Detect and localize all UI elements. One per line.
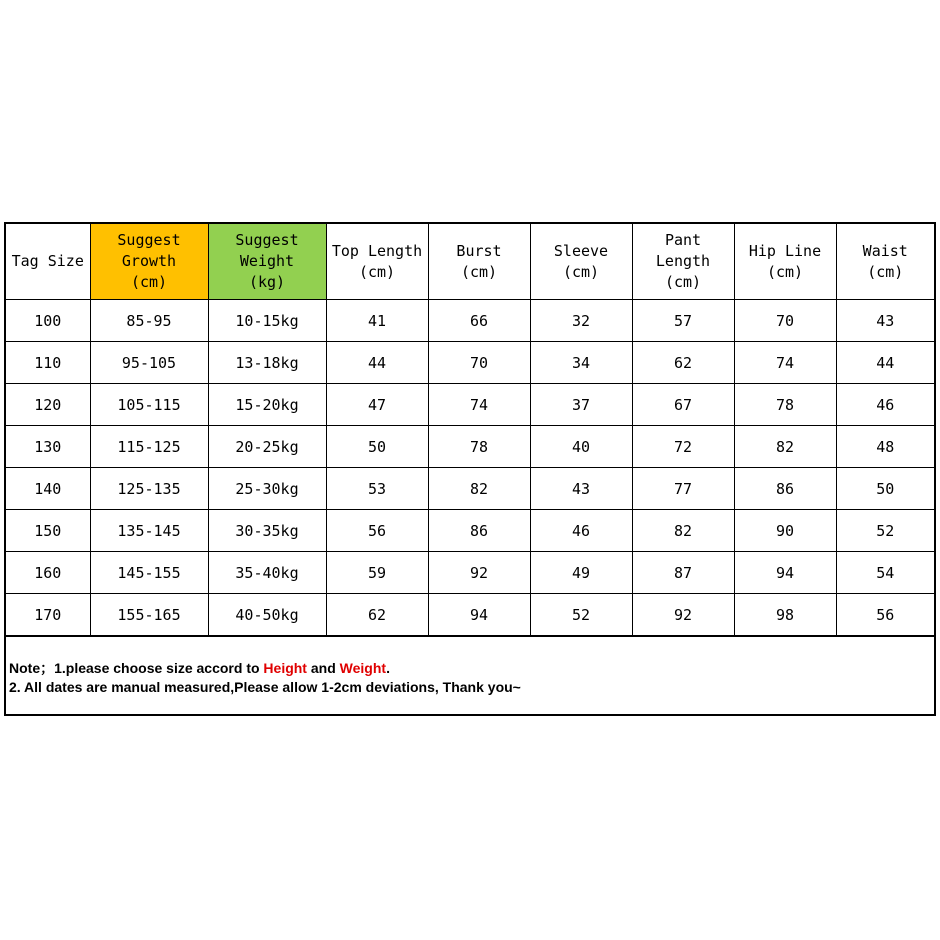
cell-tag-size: 140: [6, 468, 90, 510]
cell-suggest-growth: 115-125: [90, 426, 208, 468]
header-hip-line: Hip Line (cm): [734, 224, 836, 300]
header-suggest-growth: Suggest Growth (cm): [90, 224, 208, 300]
note-weight-emphasis: Weight: [339, 660, 387, 676]
cell-burst: 92: [428, 552, 530, 594]
cell-sleeve: 43: [530, 468, 632, 510]
header-top-length: Top Length (cm): [326, 224, 428, 300]
cell-burst: 78: [428, 426, 530, 468]
header-burst: Burst (cm): [428, 224, 530, 300]
header-waist: Waist (cm): [836, 224, 934, 300]
cell-tag-size: 130: [6, 426, 90, 468]
cell-top-length: 56: [326, 510, 428, 552]
cell-pant-length: 92: [632, 594, 734, 636]
cell-pant-length: 77: [632, 468, 734, 510]
cell-tag-size: 160: [6, 552, 90, 594]
cell-suggest-weight: 15-20kg: [208, 384, 326, 426]
note-line-2: 2. All dates are manual measured,Please allow 1-2cm deviations, Thank you~: [9, 679, 521, 695]
cell-suggest-growth: 105-115: [90, 384, 208, 426]
table-row: [6, 384, 934, 426]
note-text: and: [306, 660, 340, 676]
cell-tag-size: 110: [6, 342, 90, 384]
cell-sleeve: 49: [530, 552, 632, 594]
cell-suggest-weight: 35-40kg: [208, 552, 326, 594]
cell-suggest-weight: 13-18kg: [208, 342, 326, 384]
cell-suggest-weight: 20-25kg: [208, 426, 326, 468]
header-tag-size: Tag Size: [6, 224, 90, 300]
cell-hip-line: 74: [734, 342, 836, 384]
cell-hip-line: 70: [734, 300, 836, 342]
table-row: [6, 594, 934, 636]
cell-hip-line: 86: [734, 468, 836, 510]
cell-top-length: 62: [326, 594, 428, 636]
cell-top-length: 44: [326, 342, 428, 384]
cell-burst: 94: [428, 594, 530, 636]
header-row: [6, 224, 934, 300]
note-height-emphasis: Height: [263, 660, 307, 676]
table-row: [6, 510, 934, 552]
cell-sleeve: 52: [530, 594, 632, 636]
cell-burst: 70: [428, 342, 530, 384]
cell-burst: 74: [428, 384, 530, 426]
cell-sleeve: 40: [530, 426, 632, 468]
cell-burst: 82: [428, 468, 530, 510]
cell-tag-size: 120: [6, 384, 90, 426]
cell-sleeve: 34: [530, 342, 632, 384]
cell-suggest-growth: 155-165: [90, 594, 208, 636]
cell-tag-size: 100: [6, 300, 90, 342]
cell-pant-length: 72: [632, 426, 734, 468]
cell-waist: 43: [836, 300, 934, 342]
cell-burst: 86: [428, 510, 530, 552]
cell-waist: 44: [836, 342, 934, 384]
table-row: [6, 300, 934, 342]
cell-suggest-weight: 25-30kg: [208, 468, 326, 510]
note-text: .: [386, 660, 390, 676]
cell-pant-length: 87: [632, 552, 734, 594]
cell-suggest-weight: 30-35kg: [208, 510, 326, 552]
cell-pant-length: 62: [632, 342, 734, 384]
cell-suggest-growth: 85-95: [90, 300, 208, 342]
cell-suggest-growth: 95-105: [90, 342, 208, 384]
table-row: [6, 342, 934, 384]
header-pant-length: Pant Length (cm): [632, 224, 734, 300]
cell-pant-length: 82: [632, 510, 734, 552]
cell-top-length: 47: [326, 384, 428, 426]
note-line-1: [9, 659, 934, 678]
cell-suggest-growth: 135-145: [90, 510, 208, 552]
cell-hip-line: 98: [734, 594, 836, 636]
cell-hip-line: 94: [734, 552, 836, 594]
note-text: Note；1.please choose size accord to: [9, 660, 264, 676]
header-sleeve: Sleeve (cm): [530, 224, 632, 300]
table-row: [6, 426, 934, 468]
note: [6, 636, 934, 714]
cell-pant-length: 57: [632, 300, 734, 342]
cell-suggest-growth: 145-155: [90, 552, 208, 594]
cell-burst: 66: [428, 300, 530, 342]
cell-waist: 56: [836, 594, 934, 636]
cell-hip-line: 78: [734, 384, 836, 426]
cell-hip-line: 82: [734, 426, 836, 468]
cell-sleeve: 32: [530, 300, 632, 342]
cell-waist: 46: [836, 384, 934, 426]
cell-top-length: 53: [326, 468, 428, 510]
table-row: [6, 468, 934, 510]
cell-waist: 48: [836, 426, 934, 468]
cell-waist: 52: [836, 510, 934, 552]
cell-suggest-weight: 40-50kg: [208, 594, 326, 636]
table-row: [6, 552, 934, 594]
cell-hip-line: 90: [734, 510, 836, 552]
cell-sleeve: 37: [530, 384, 632, 426]
cell-tag-size: 170: [6, 594, 90, 636]
cell-tag-size: 150: [6, 510, 90, 552]
header-suggest-weight: Suggest Weight (kg): [208, 224, 326, 300]
size-chart: [4, 222, 936, 716]
table-body: [6, 300, 934, 636]
cell-top-length: 50: [326, 426, 428, 468]
cell-top-length: 41: [326, 300, 428, 342]
cell-top-length: 59: [326, 552, 428, 594]
cell-waist: 50: [836, 468, 934, 510]
cell-suggest-weight: 10-15kg: [208, 300, 326, 342]
size-table: [6, 224, 934, 636]
cell-pant-length: 67: [632, 384, 734, 426]
cell-suggest-growth: 125-135: [90, 468, 208, 510]
cell-sleeve: 46: [530, 510, 632, 552]
cell-waist: 54: [836, 552, 934, 594]
